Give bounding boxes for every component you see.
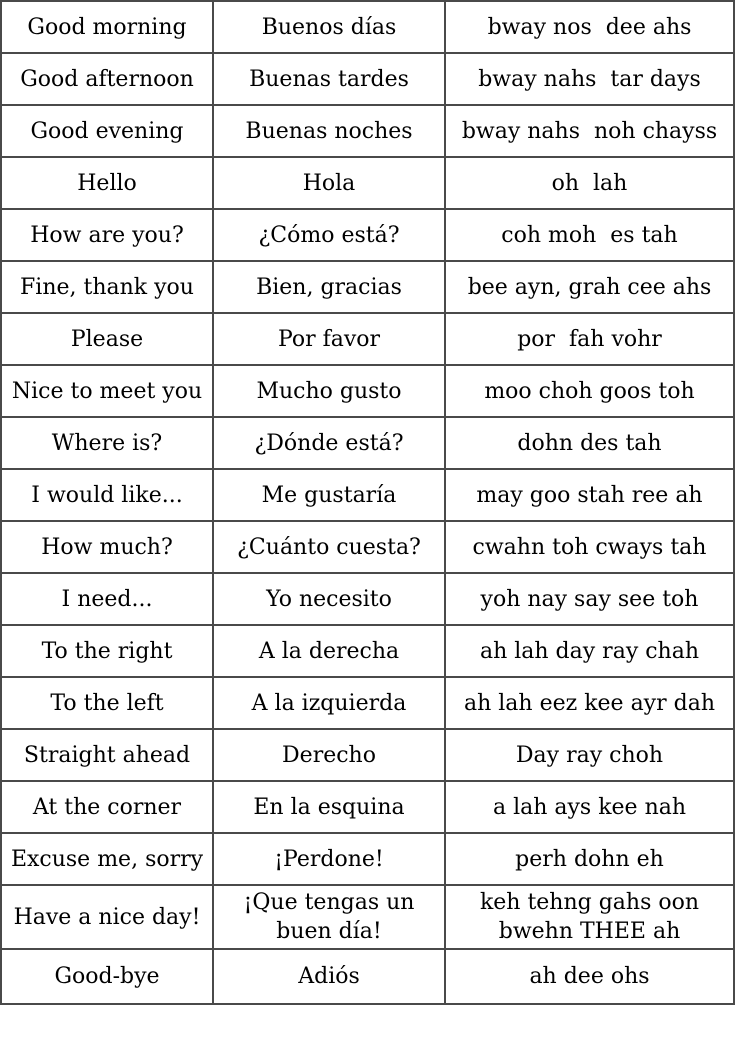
english-cell: Fine, thank you xyxy=(1,261,213,313)
table-row xyxy=(1,677,734,729)
table-row xyxy=(1,313,734,365)
spanish-cell: ¡Perdone! xyxy=(213,833,445,885)
english-cell: Have a nice day! xyxy=(1,885,213,949)
table-row xyxy=(1,949,734,1004)
spanish-cell: ¿Cómo está? xyxy=(213,209,445,261)
table-row xyxy=(1,209,734,261)
english-cell: I would like... xyxy=(1,469,213,521)
table-row xyxy=(1,573,734,625)
spanish-cell: Derecho xyxy=(213,729,445,781)
english-cell: Good morning xyxy=(1,1,213,53)
table-row xyxy=(1,885,734,949)
pronunciation-cell: coh moh es tah xyxy=(445,209,734,261)
spanish-cell: Buenas noches xyxy=(213,105,445,157)
spanish-cell: Hola xyxy=(213,157,445,209)
english-cell: Excuse me, sorry xyxy=(1,833,213,885)
english-cell: Where is? xyxy=(1,417,213,469)
table-row xyxy=(1,469,734,521)
spanish-cell: A la izquierda xyxy=(213,677,445,729)
spanish-cell: Bien, gracias xyxy=(213,261,445,313)
english-cell: Hello xyxy=(1,157,213,209)
pronunciation-cell: perh dohn eh xyxy=(445,833,734,885)
table-row xyxy=(1,781,734,833)
pronunciation-cell: Day ray choh xyxy=(445,729,734,781)
pronunciation-cell: bway nos dee ahs xyxy=(445,1,734,53)
spanish-cell: A la derecha xyxy=(213,625,445,677)
pronunciation-cell: cwahn toh cways tah xyxy=(445,521,734,573)
english-cell: At the corner xyxy=(1,781,213,833)
english-cell: Straight ahead xyxy=(1,729,213,781)
english-cell: I need... xyxy=(1,573,213,625)
spanish-cell: Mucho gusto xyxy=(213,365,445,417)
pronunciation-cell: bee ayn, grah cee ahs xyxy=(445,261,734,313)
spanish-cell: En la esquina xyxy=(213,781,445,833)
spanish-cell: Por favor xyxy=(213,313,445,365)
english-cell: Good afternoon xyxy=(1,53,213,105)
spanish-cell: Yo necesito xyxy=(213,573,445,625)
phrase-table-body xyxy=(1,0,734,1004)
pronunciation-cell: por fah vohr xyxy=(445,313,734,365)
pronunciation-cell: may goo stah ree ah xyxy=(445,469,734,521)
table-row xyxy=(1,521,734,573)
pronunciation-cell: yoh nay say see toh xyxy=(445,573,734,625)
table-row xyxy=(1,729,734,781)
english-cell: Please xyxy=(1,313,213,365)
pronunciation-cell: bway nahs noh chayss xyxy=(445,105,734,157)
table-row xyxy=(1,157,734,209)
table-row xyxy=(1,261,734,313)
english-cell: Good evening xyxy=(1,105,213,157)
pronunciation-cell: dohn des tah xyxy=(445,417,734,469)
table-row xyxy=(1,1,734,53)
pronunciation-cell: ah dee ohs xyxy=(445,949,734,1004)
table-row xyxy=(1,105,734,157)
pronunciation-cell: moo choh goos toh xyxy=(445,365,734,417)
pronunciation-cell: a lah ays kee nah xyxy=(445,781,734,833)
english-cell: Nice to meet you xyxy=(1,365,213,417)
pronunciation-cell: keh tehng gahs oon bwehn THEE ah xyxy=(445,885,734,949)
pronunciation-cell: ah lah day ray chah xyxy=(445,625,734,677)
table-row xyxy=(1,53,734,105)
table-row xyxy=(1,625,734,677)
english-cell: Good-bye xyxy=(1,949,213,1004)
english-cell: To the left xyxy=(1,677,213,729)
spanish-cell: ¡Que tengas un buen día! xyxy=(213,885,445,949)
english-cell: How are you? xyxy=(1,209,213,261)
table-row xyxy=(1,417,734,469)
english-cell: How much? xyxy=(1,521,213,573)
spanish-cell: ¿Dónde está? xyxy=(213,417,445,469)
table-row xyxy=(1,365,734,417)
spanish-cell: ¿Cuánto cuesta? xyxy=(213,521,445,573)
english-cell: To the right xyxy=(1,625,213,677)
spanish-cell: Me gustaría xyxy=(213,469,445,521)
pronunciation-cell: bway nahs tar days xyxy=(445,53,734,105)
pronunciation-cell: ah lah eez kee ayr dah xyxy=(445,677,734,729)
spanish-cell: Buenas tardes xyxy=(213,53,445,105)
spanish-cell: Buenos días xyxy=(213,1,445,53)
table-row xyxy=(1,833,734,885)
pronunciation-cell: oh lah xyxy=(445,157,734,209)
spanish-cell: Adiós xyxy=(213,949,445,1004)
